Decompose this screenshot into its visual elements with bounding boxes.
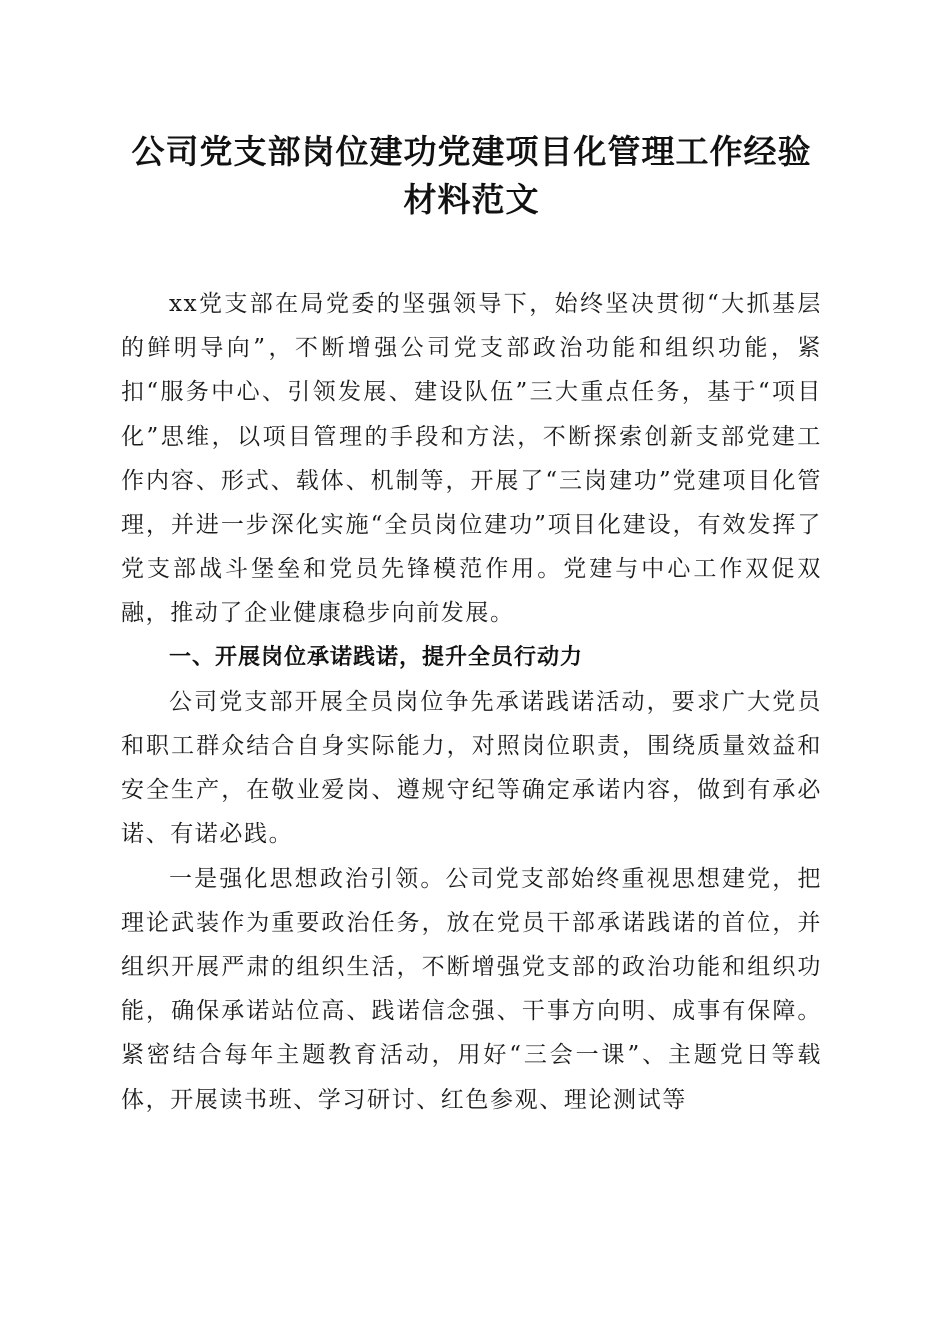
section-1-point-1-paragraph: 一是强化思想政治引领。公司党支部始终重视思想建党，把理论武装作为重要政治任务，放在党员干部承诺践诺的首位，并组织开展严肃的组织生活，不断增强党支部的政治功能和组织功能，确保承诺站位高、践诺信念强、干事方向明、成事有保障。紧密结合每年主题教育活动，用好“三会一课”、主题党日等载体，开展读书班、学习研讨、红色参观、理论测试等 — [121, 865, 822, 1113]
section-heading-1: 一、开展岗位承诺践诺，提升全员行动力 — [169, 644, 584, 670]
document-title-line-2: 材料范文 — [403, 180, 540, 219]
section-1-paragraph: 公司党支部开展全员岗位争先承诺践诺活动，要求广大党员和职工群众结合自身实际能力，对照岗位职责，围绕质量效益和安全生产，在敬业爱岗、遵规守纪等确定承诺内容，做到有承必诺、有诺必践。 — [121, 688, 822, 848]
document-title-line-1: 公司党支部岗位建功党建项目化管理工作经验 — [131, 132, 812, 171]
document-body — [121, 282, 822, 1122]
intro-paragraph: xx党支部在局党委的坚强领导下，始终坚决贯彻“大抓基层的鲜明导向”，不断增强公司党支部政治功能和组织功能，紧扣“服务中心、引领发展、建设队伍”三大重点任务，基于“项目化”思维，以项目管理的手段和方法，不断探索创新支部党建工作内容、形式、载体、机制等，开展了“三岗建功”党建项目化管理，并进一步深化实施“全员岗位建功”项目化建设，有效发挥了党支部战斗堡垒和党员先锋模范作用。党建与中心工作双促双融，推动了企业健康稳步向前发展。 — [121, 291, 822, 627]
document-title — [121, 128, 822, 224]
